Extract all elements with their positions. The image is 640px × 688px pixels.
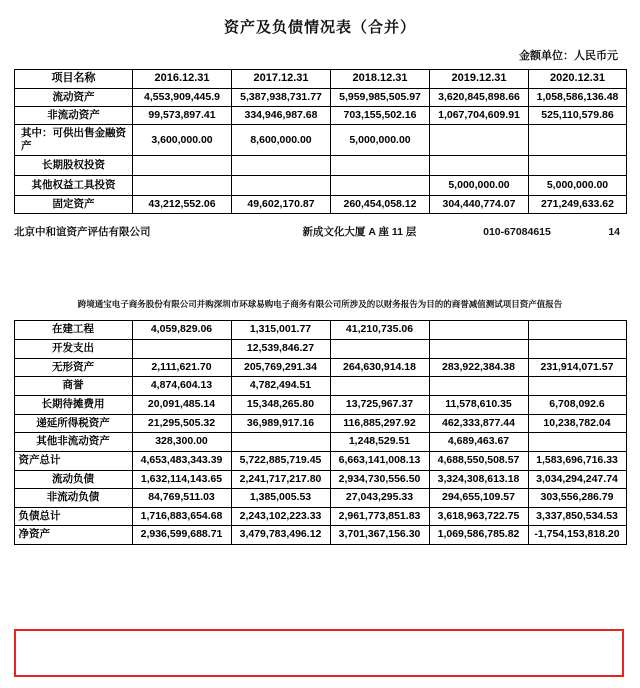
row-value: 20,091,485.14 <box>132 395 231 414</box>
row-value <box>231 433 330 452</box>
row-value: 3,479,783,496.12 <box>231 526 330 545</box>
table-row <box>15 125 627 156</box>
column-header: 项目名称 <box>15 70 133 89</box>
table-row <box>15 88 627 106</box>
row-value: 2,934,730,556.50 <box>330 470 429 489</box>
row-value: 49,602,170.87 <box>232 196 331 214</box>
row-label: 流动资产 <box>15 88 133 106</box>
row-value: 304,440,774.07 <box>430 196 529 214</box>
bottom-section <box>0 299 640 545</box>
row-value: 5,722,885,719.45 <box>231 451 330 470</box>
row-value <box>330 340 429 359</box>
row-value: 5,000,000.00 <box>529 176 627 196</box>
table-row <box>14 470 626 489</box>
row-label: 资产总计 <box>14 451 132 470</box>
row-value: 3,034,294,247.74 <box>528 470 626 489</box>
row-value: 334,946,987.68 <box>232 106 331 124</box>
table-row <box>15 156 627 176</box>
row-value <box>232 176 331 196</box>
table-row <box>15 106 627 124</box>
row-value: 10,238,782.04 <box>528 414 626 433</box>
row-value: 1,248,529.51 <box>330 433 429 452</box>
row-value <box>529 156 627 176</box>
amount-unit-label: 金额单位：人民币元 <box>519 50 618 62</box>
row-value: 525,110,579.86 <box>529 106 627 124</box>
row-value: 8,600,000.00 <box>232 125 331 156</box>
row-value: 11,578,610.35 <box>429 395 528 414</box>
footer-company: 北京中和谊资产评估有限公司 <box>14 226 151 239</box>
row-label: 递延所得税资产 <box>14 414 132 433</box>
row-value <box>133 156 232 176</box>
row-value: 205,769,291.34 <box>231 358 330 377</box>
row-value: 99,573,897.41 <box>133 106 232 124</box>
row-value: 3,701,367,156.30 <box>330 526 429 545</box>
row-label: 长期股权投资 <box>15 156 133 176</box>
row-label: 其他非流动资产 <box>14 433 132 452</box>
row-value: 260,454,058.12 <box>331 196 430 214</box>
row-label: 非流动资产 <box>15 106 133 124</box>
row-label: 净资产 <box>14 526 132 545</box>
row-value: 5,000,000.00 <box>331 125 430 156</box>
row-value <box>430 156 529 176</box>
table-row-net-assets <box>14 526 626 545</box>
assets-liabilities-table-top <box>14 69 627 214</box>
row-value: 231,914,071.57 <box>528 358 626 377</box>
row-value: 27,043,295.33 <box>330 489 429 508</box>
row-value: 2,243,102,223.33 <box>231 507 330 526</box>
row-value <box>528 321 626 340</box>
row-value: 1,069,586,785.82 <box>429 526 528 545</box>
table-row <box>14 321 626 340</box>
row-value: 4,653,483,343.39 <box>132 451 231 470</box>
row-value: 84,769,511.03 <box>132 489 231 508</box>
row-value <box>528 377 626 396</box>
column-header: 2016.12.31 <box>133 70 232 89</box>
column-header: 2020.12.31 <box>529 70 627 89</box>
row-label: 在建工程 <box>14 321 132 340</box>
row-value <box>528 340 626 359</box>
row-value: 3,600,000.00 <box>133 125 232 156</box>
row-value: 294,655,109.57 <box>429 489 528 508</box>
row-value: 462,333,877.44 <box>429 414 528 433</box>
page-separator <box>0 239 640 299</box>
row-value: 2,241,717,217.80 <box>231 470 330 489</box>
table-row <box>14 451 626 470</box>
row-label: 长期待摊费用 <box>14 395 132 414</box>
row-value <box>529 125 627 156</box>
row-value <box>331 156 430 176</box>
column-header: 2019.12.31 <box>430 70 529 89</box>
footer-phone: 010-67084615 <box>483 225 551 238</box>
row-value: 283,922,384.38 <box>429 358 528 377</box>
row-value <box>331 176 430 196</box>
row-value <box>232 156 331 176</box>
row-label: 非流动负债 <box>14 489 132 508</box>
row-value <box>429 321 528 340</box>
table-row <box>15 176 627 196</box>
row-value: 1,385,005.53 <box>231 489 330 508</box>
table-row <box>15 196 627 214</box>
row-value: 21,295,505.32 <box>132 414 231 433</box>
report-subtitle: 跨境通宝电子商务股份有限公司并购深圳市环球易购电子商务有限公司所涉及的以财务报告为目的的商誉减值测试项目资产值报告 <box>77 299 563 310</box>
row-label: 流动负债 <box>14 470 132 489</box>
row-label: 其中：可供出售金融资产 <box>15 125 133 156</box>
row-value: 4,874,604.13 <box>132 377 231 396</box>
row-value: 1,716,883,654.68 <box>132 507 231 526</box>
row-value: 41,210,735.06 <box>330 321 429 340</box>
assets-liabilities-table-bottom <box>14 320 627 545</box>
row-value <box>429 340 528 359</box>
table-row-total-liabilities <box>14 507 626 526</box>
table-row <box>14 489 626 508</box>
row-value: 2,961,773,851.83 <box>330 507 429 526</box>
row-value: 1,583,696,716.33 <box>528 451 626 470</box>
highlight-annotation-box <box>14 629 624 677</box>
table-row <box>14 340 626 359</box>
row-label: 负债总计 <box>14 507 132 526</box>
row-label: 其他权益工具投资 <box>15 176 133 196</box>
table-header-row <box>15 70 627 89</box>
page-title: 资产及负债情况表（合并） <box>223 19 416 36</box>
row-value: 703,155,502.16 <box>331 106 430 124</box>
row-value: 43,212,552.06 <box>133 196 232 214</box>
row-label: 开发支出 <box>14 340 132 359</box>
row-value: 1,067,704,609.91 <box>430 106 529 124</box>
row-label: 固定资产 <box>15 196 133 214</box>
row-value: 4,553,909,445.9 <box>133 88 232 106</box>
row-value: 6,708,092.6 <box>528 395 626 414</box>
row-value: 13,725,967.37 <box>330 395 429 414</box>
row-value: 5,000,000.00 <box>430 176 529 196</box>
row-value: 4,782,494.51 <box>231 377 330 396</box>
row-value <box>430 125 529 156</box>
row-value: 1,315,001.77 <box>231 321 330 340</box>
row-value <box>528 433 626 452</box>
table-row <box>14 395 626 414</box>
row-value: 4,688,550,508.57 <box>429 451 528 470</box>
row-value: 1,058,586,136.48 <box>529 88 627 106</box>
row-label: 商誉 <box>14 377 132 396</box>
page-footer <box>14 224 626 239</box>
table-row <box>14 414 626 433</box>
row-label: 无形资产 <box>14 358 132 377</box>
row-value: 5,959,985,505.97 <box>331 88 430 106</box>
row-value <box>429 377 528 396</box>
table-row <box>14 358 626 377</box>
row-value: 2,111,621.70 <box>132 358 231 377</box>
top-section <box>0 0 640 239</box>
row-value: 2,936,599,688.71 <box>132 526 231 545</box>
row-value: 271,249,633.62 <box>529 196 627 214</box>
row-value: 36,989,917.16 <box>231 414 330 433</box>
row-value: 264,630,914.18 <box>330 358 429 377</box>
column-header: 2018.12.31 <box>331 70 430 89</box>
row-value: 1,632,114,143.65 <box>132 470 231 489</box>
row-value: 3,337,850,534.53 <box>528 507 626 526</box>
footer-address: 新成文化大厦 A 座 11 层 <box>302 226 417 239</box>
row-value: 3,618,963,722.75 <box>429 507 528 526</box>
row-value: 116,885,297.92 <box>330 414 429 433</box>
row-value: 12,539,846.27 <box>231 340 330 359</box>
row-value <box>330 377 429 396</box>
row-value: 303,556,286.79 <box>528 489 626 508</box>
footer-page-number: 14 <box>608 225 620 238</box>
table-row <box>14 377 626 396</box>
row-value <box>132 340 231 359</box>
row-value: 5,387,938,731.77 <box>232 88 331 106</box>
row-value: 4,059,829.06 <box>132 321 231 340</box>
row-value: 3,620,845,898.66 <box>430 88 529 106</box>
row-value: 3,324,308,613.18 <box>429 470 528 489</box>
row-value: -1,754,153,818.20 <box>528 526 626 545</box>
row-value: 15,348,265.80 <box>231 395 330 414</box>
row-value: 4,689,463.67 <box>429 433 528 452</box>
row-value: 6,663,141,008.13 <box>330 451 429 470</box>
column-header: 2017.12.31 <box>232 70 331 89</box>
row-value: 328,300.00 <box>132 433 231 452</box>
row-value <box>133 176 232 196</box>
table-row <box>14 433 626 452</box>
